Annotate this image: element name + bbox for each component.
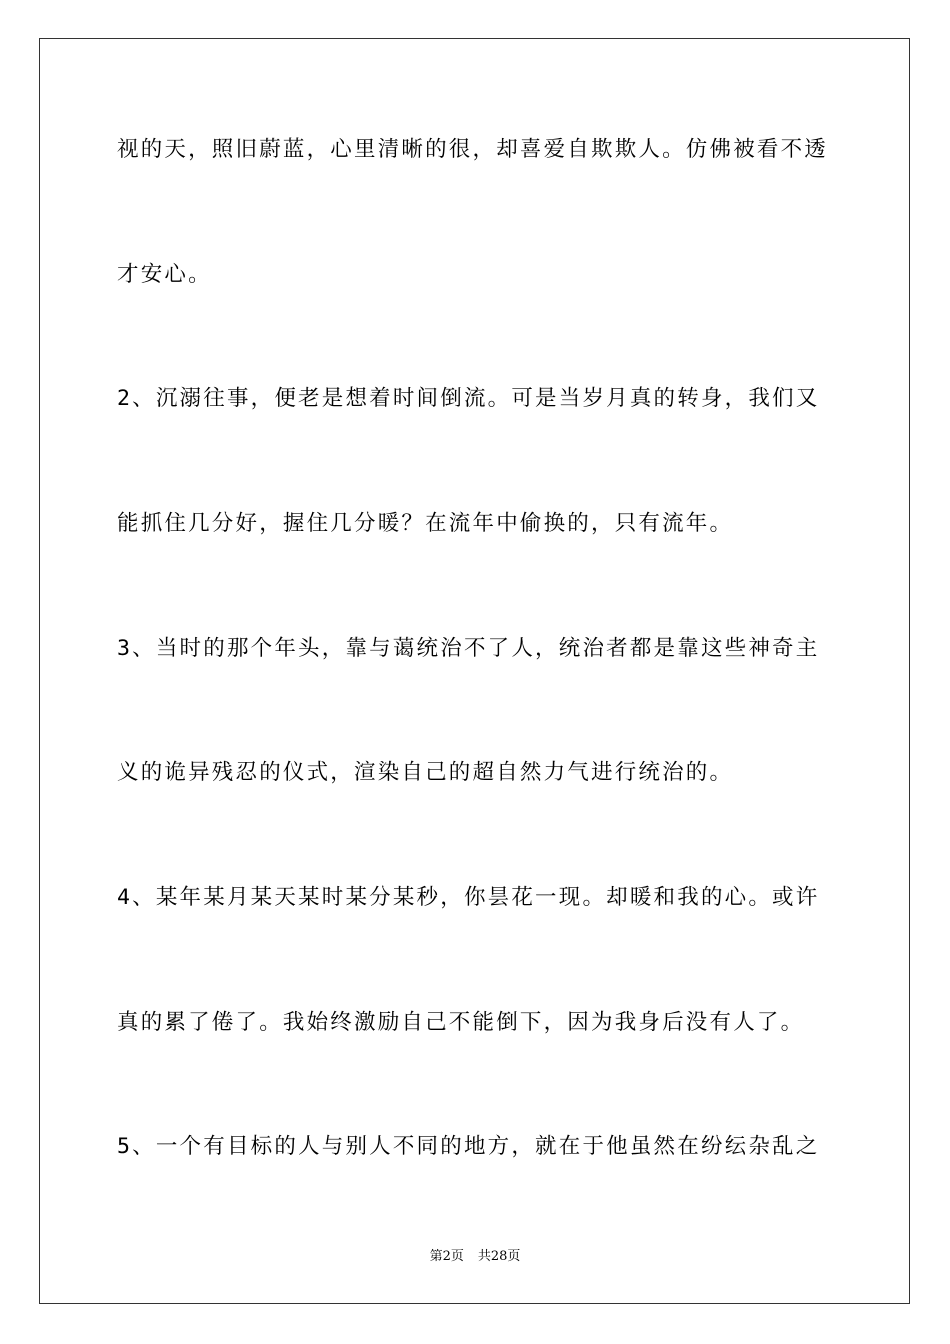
page-number: 第2页 — [429, 1249, 464, 1264]
text-line: 义的诡异残忍的仪式，渲染自己的超自然力气进行统治的。 — [117, 760, 734, 785]
text-line: 5、一个有目标的人与别人不同的地方，就在于他虽然在纷纭杂乱之 — [117, 1134, 820, 1159]
page-total: 共28页 — [477, 1249, 521, 1264]
page-footer — [0, 1249, 950, 1265]
page-border — [39, 38, 910, 1304]
text-line: 3、当时的那个年头，靠与蔼统治不了人，统治者都是靠这些神奇主 — [117, 636, 820, 661]
text-line: 能抓住几分好，握住几分暖？在流年中偷换的，只有流年。 — [117, 511, 734, 536]
text-line: 真的累了倦了。我始终激励自己不能倒下，因为我身后没有人了。 — [117, 1010, 805, 1035]
text-line: 视的天，照旧蔚蓝，心里清晰的很，却喜爱自欺欺人。仿佛被看不透 — [117, 137, 829, 162]
text-line: 2、沉溺往事，便老是想着时间倒流。可是当岁月真的转身，我们又 — [117, 386, 820, 411]
text-line: 才安心。 — [117, 262, 212, 287]
text-line: 4、某年某月某天某时某分某秒，你昙花一现。却暖和我的心。或许 — [117, 885, 820, 910]
